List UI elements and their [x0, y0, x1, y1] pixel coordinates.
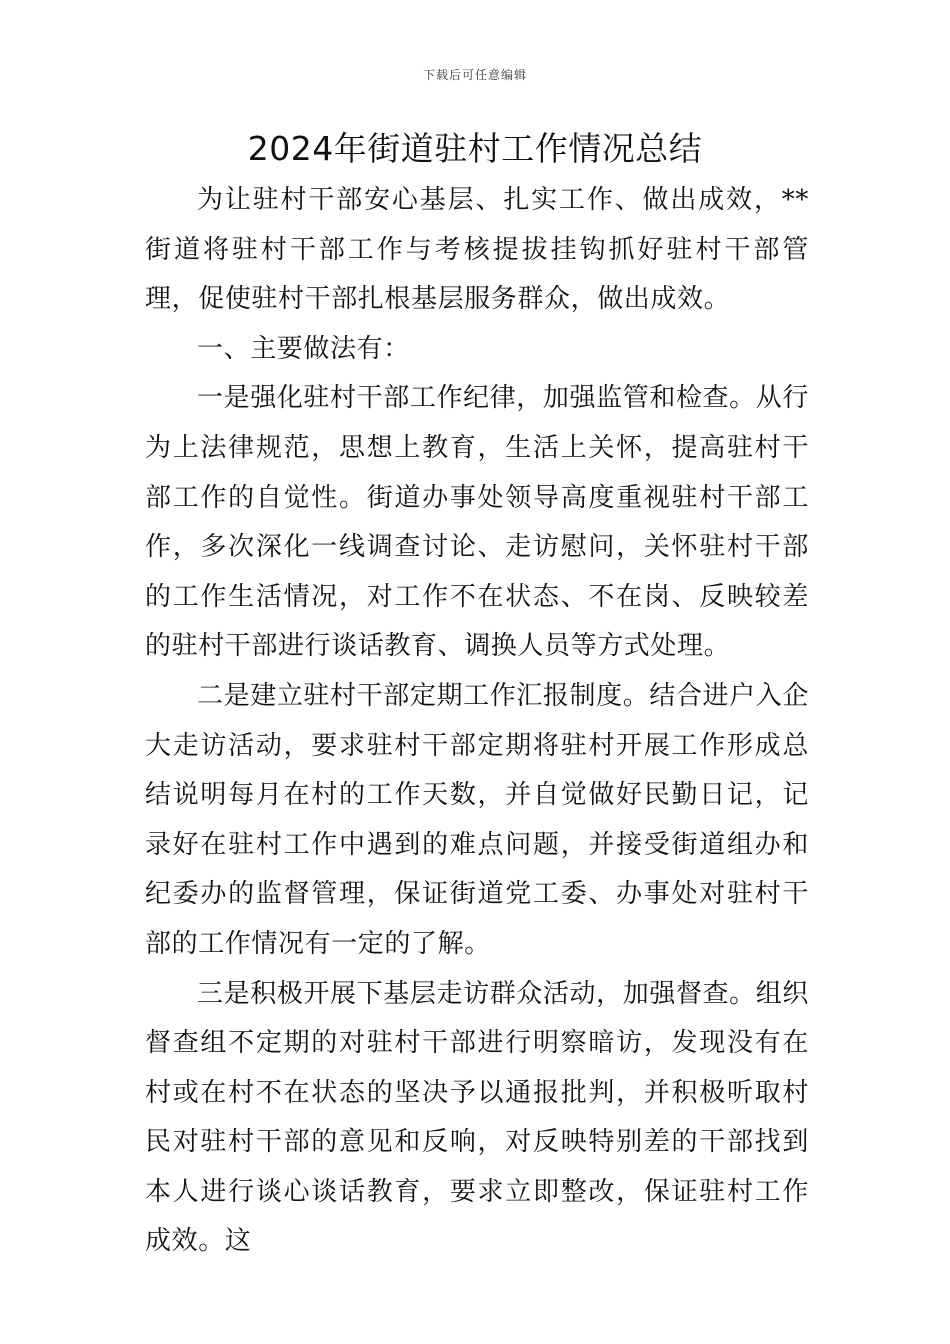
paragraph-measure-2: 二是建立驻村干部定期工作汇报制度。结合进户入企大走访活动，要求驻村干部定期将驻村开展工作形成总结说明每月在村的工作天数，并自觉做好民勤日记，记录好在驻村工作中遇到的难点问题，并接受街道组办和纪委办的监督管理，保证街道党工委、办事处对驻村干部的工作情况有一定的了解。	[145, 680, 809, 959]
document-body	[145, 176, 809, 1267]
paragraph-measure-1: 一是强化驻村干部工作纪律，加强监管和检查。从行为上法律规范，思想上教育，生活上关怀，提高驻村干部工作的自觉性。街道办事处领导高度重视驻村干部工作，多次深化一线调查讨论、走访慰问，关怀驻村干部的工作生活情况，对工作不在状态、不在岗、反映较差的驻村干部进行谈话教育、调换人员等方式处理。	[145, 383, 809, 662]
paragraph-section-heading: 一、主要做法有：	[197, 333, 410, 364]
paragraph-measure-3: 三是积极开展下基层走访群众活动，加强督查。组织督查组不定期的对驻村干部进行明察暗访，发现没有在村或在村不在状态的坚决予以通报批判，并积极听取村民对驻村干部的意见和反响，对反映特别差的干部找到本人进行谈心谈话教育，要求立即整改，保证驻村工作成效。这	[145, 978, 809, 1257]
document-title: 2024年街道驻村工作情况总结	[247, 129, 703, 168]
paragraph-intro: 为让驻村干部安心基层、扎实工作、做出成效，**街道将驻村干部工作与考核提拔挂钩抓好驻村干部管理，促使驻村干部扎根基层服务群众，做出成效。	[145, 185, 809, 315]
page-header-note: 下载后可任意编辑	[422, 68, 527, 82]
